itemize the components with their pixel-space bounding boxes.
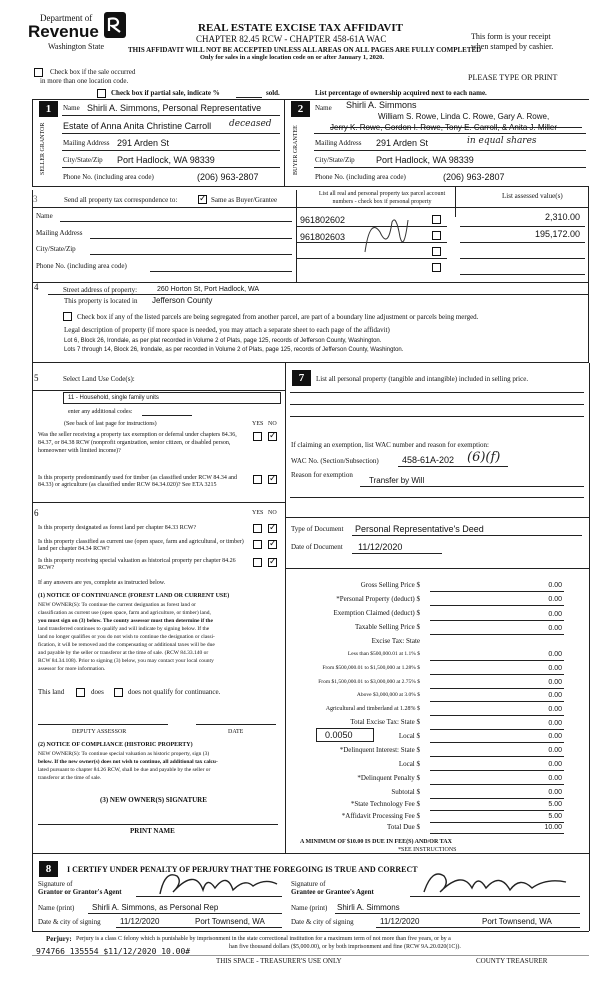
tax-line-label: From $500,000.01 to $1,500,000 at 1.28% $ xyxy=(322,665,420,671)
notice-continuance-line: land no longer qualifies or you do not wish to continue the designation or classi- xyxy=(38,634,215,640)
personal-property-label: List all personal property (tangible and intangible) included in selling price. xyxy=(316,375,529,383)
buyer-name-1[interactable]: Shirli A. Simmons xyxy=(346,100,417,110)
buyer-side-label: BUYER GRANTEE xyxy=(293,125,299,175)
tax-line-label: *Affidavit Processing Fee $ xyxy=(341,812,420,820)
grantee-date-city-label: Date & city of signing xyxy=(291,918,354,926)
buyer-phone-field[interactable]: (206) 963-2807 xyxy=(443,172,505,182)
notice-compliance-line: below. If the new owner(s) does not wish to continue, all additional tax calcu- xyxy=(38,759,218,765)
county-field[interactable]: Jefferson County xyxy=(152,296,213,305)
new-owner-signature-line[interactable] xyxy=(38,824,278,825)
notice-continuance-body xyxy=(38,601,215,673)
county-treasurer-label: COUNTY TREASURER xyxy=(476,957,548,965)
notice-continuance-line: land transferred continues to qualify and will indicate by signing below. If the xyxy=(38,626,210,632)
tax-line-value[interactable]: 0.00 xyxy=(548,596,562,603)
same-as-buyer-label: Same as Buyer/Grantee xyxy=(211,196,278,204)
reason-label: Reason for exemption xyxy=(291,471,353,479)
buyer-mailing-field[interactable]: 291 Arden St xyxy=(376,138,429,148)
partial-sale-label: Check box if partial sale, indicate % xyxy=(111,89,220,97)
buyer-mailing-label: Mailing Address xyxy=(315,139,362,147)
parcel-2-account[interactable]: 961802603 xyxy=(300,232,346,242)
deputy-assessor-signature-line[interactable] xyxy=(38,724,168,725)
does-label: does xyxy=(91,688,104,696)
checkmark-icon: ✓ xyxy=(199,193,207,203)
corr-city-field[interactable] xyxy=(90,254,292,255)
buyer-equal-shares-note: in equal shares xyxy=(467,136,537,146)
tax-line-value[interactable]: 5.00 xyxy=(548,813,562,820)
buyer-phone-label: Phone No. (including area code) xyxy=(315,173,406,181)
notice-compliance-line: transferor at the time of sale. xyxy=(38,775,102,781)
does-not-label: does not qualify for continuance. xyxy=(128,688,221,696)
multi-location-checkbox[interactable] xyxy=(34,68,43,77)
seller-name-2[interactable]: Estate of Anna Anita Christine Carroll xyxy=(63,121,212,131)
corr-mailing-field[interactable] xyxy=(90,238,292,239)
tax-line-label: Gross Selling Price $ xyxy=(360,581,420,589)
tax-line-value[interactable]: 0.00 xyxy=(548,761,562,768)
tax-line-value[interactable]: 0.00 xyxy=(548,651,562,658)
wac-subsection-note: (6)(f) xyxy=(467,450,501,465)
type-or-print: PLEASE TYPE OR PRINT xyxy=(468,73,558,82)
tax-line-label: Local $ xyxy=(398,760,420,768)
buyer-name-label: Name xyxy=(315,104,332,112)
logo-dept-state: Washington State xyxy=(48,42,105,51)
additional-codes-label: enter any additional codes: xyxy=(68,409,133,415)
tax-line-label: Total Due $ xyxy=(387,823,420,831)
perjury-text-2: han five thousand dollars ($5,000.00), or by both imprisonment and fine (RCW 9A.20.020(1C)). xyxy=(229,944,461,950)
see-back-note: (See back of last page for instructions) xyxy=(64,421,157,427)
notice-continuance-title: (1) NOTICE OF CONTINUANCE (FOREST LAND OR CURRENT USE) xyxy=(38,593,230,599)
street-field[interactable]: 260 Horton St, Port Hadlock, WA xyxy=(157,286,260,293)
assessed-header: List assessed value(s) xyxy=(502,192,563,200)
grantor-date-field[interactable]: 11/12/2020 xyxy=(120,917,160,926)
section-4-number: 4 xyxy=(34,282,39,292)
revenue-emblem-icon xyxy=(103,11,127,39)
timber-no-checkbox[interactable] xyxy=(268,475,277,484)
located-label: This property is located in xyxy=(64,297,138,305)
tax-line-label: Total Excise Tax: State $ xyxy=(350,718,420,726)
timber-question: Is this property predominantly used for timber (as classified under RCW 84.34 and 84.33) or agriculture (as classified under RCW 84.34.020)? See ETA 3215 xyxy=(38,475,238,488)
seller-mailing-label: Mailing Address xyxy=(63,139,110,147)
parcel-1-value[interactable]: 2,310.00 xyxy=(544,212,580,222)
exemption-claim-label: If claiming an exemption, list WAC number and reason for exemption: xyxy=(291,441,489,449)
tax-line-label: Exemption Claimed (deduct) $ xyxy=(333,609,420,617)
tax-line-value[interactable]: 0.00 xyxy=(548,747,562,754)
section-1-number: 1 xyxy=(39,101,58,117)
partial-percent-field[interactable] xyxy=(236,97,262,98)
checkmark-icon: ✓ xyxy=(269,473,277,483)
receipt-line-2: when stamped by cashier. xyxy=(471,42,554,51)
buyer-name-2[interactable]: William S. Rowe, Linda C. Rowe, Gary A. Rowe, xyxy=(378,112,550,121)
seller-name-label: Name xyxy=(63,104,80,112)
send-correspondence-label: Send all property tax correspondence to: xyxy=(64,196,178,204)
notice-continuance-line: classification as current use (open space, farm and agriculture, or timber) land, xyxy=(38,610,211,616)
tax-line-label: *Delinquent Interest: State $ xyxy=(339,746,420,754)
grantee-signature-label-2: Grantee or Grantee's Agent xyxy=(291,888,374,896)
section-3-number: 3 xyxy=(33,194,38,204)
current-use-question: Is this property classified as current use (open space, farm and agricultural, or timber) land per chapter 84.34 RCW? xyxy=(38,539,244,552)
grantor-city-field[interactable]: Port Townsend, WA xyxy=(195,917,265,926)
grantor-signature-label-1: Signature of xyxy=(38,880,73,888)
notice-compliance-line: lated pursuant to chapter 84.26 RCW, shall be due and payable by the seller or xyxy=(38,767,211,773)
certify-statement: I CERTIFY UNDER PENALTY OF PERJURY THAT THE FOREGOING IS TRUE AND CORRECT xyxy=(67,865,418,874)
wac-label: WAC No. (Section/Subsection) xyxy=(291,457,379,465)
buyer-name-3[interactable]: Jerry K. Rowe, Gordon I. Rowe, Tony E. Carroll, & Anita J. Miller xyxy=(330,123,558,132)
deputy-assessor-label: DEPUTY ASSESSOR xyxy=(72,729,127,735)
forest-no-checkbox[interactable] xyxy=(268,524,277,533)
historic-no-checkbox[interactable] xyxy=(268,558,277,567)
local-rate-field[interactable]: 0.0050 xyxy=(316,728,374,742)
notice-continuance-line: fication, it will be removed and the compensating or additional taxes will be due xyxy=(38,642,215,648)
parcel-4-personal-checkbox[interactable] xyxy=(432,263,441,272)
tax-line-label: Subtotal $ xyxy=(391,788,420,796)
tax-line-value[interactable]: 0.00 xyxy=(548,720,562,727)
grantee-signature-label-1: Signature of xyxy=(291,880,326,888)
doc-type-field[interactable]: Personal Representative's Deed xyxy=(355,524,484,534)
personal-property-line-2[interactable] xyxy=(290,404,584,405)
timber-yes-checkbox[interactable] xyxy=(253,475,262,484)
section-8-number: 8 xyxy=(39,861,58,877)
does-qualify-checkbox[interactable] xyxy=(76,688,85,697)
corr-city-label: City/State/Zip xyxy=(36,245,76,253)
reason-field[interactable]: Transfer by Will xyxy=(369,476,425,485)
forest-yes-checkbox[interactable] xyxy=(253,524,262,533)
corr-phone-field[interactable] xyxy=(150,271,292,272)
grantee-name-field[interactable]: Shirli A. Simmons xyxy=(337,903,400,912)
parcel-2-personal-checkbox[interactable] xyxy=(432,231,441,240)
parcel-2-value[interactable]: 195,172.00 xyxy=(534,229,580,239)
grantor-signature-icon[interactable] xyxy=(155,866,280,900)
boundary-checkbox[interactable] xyxy=(63,312,72,321)
legal-description-2[interactable]: Lots 7 through 14, Block 26, Irondale, as per recorded in Volume 2 of Plats, page 125, records of Jefferson County, Washington. xyxy=(64,347,404,353)
corr-name-field[interactable] xyxy=(60,221,292,222)
personal-property-line-3[interactable] xyxy=(290,416,584,417)
minimum-fee-note: A MINIMUM OF $10.00 IS DUE IN FEE(S) AND/OR TAX xyxy=(300,839,452,845)
new-owner-signature-label: (3) NEW OWNER(S) SIGNATURE xyxy=(100,796,207,804)
deputy-date-label: DATE xyxy=(228,729,244,735)
seller-city-label: City/State/Zip xyxy=(63,156,103,164)
section-7-number: 7 xyxy=(292,370,311,386)
legal-description-label: Legal description of property (if more space is needed, you may attach a separate sheet to each page of the affidavit) xyxy=(64,326,390,334)
seller-phone-label: Phone No. (including area code) xyxy=(63,173,154,181)
logo-dept-top: Department of xyxy=(40,13,93,23)
doc-date-field[interactable]: 11/12/2020 xyxy=(358,542,403,552)
seller-phone-field[interactable]: (206) 963-2807 xyxy=(197,172,259,182)
grantor-date-city-label: Date & city of signing xyxy=(38,918,101,926)
partial-sale-checkbox[interactable] xyxy=(97,89,106,98)
buyer-city-label: City/State/Zip xyxy=(315,156,355,164)
tax-line-label: Taxable Selling Price $ xyxy=(354,623,420,631)
tax-line-label: Above $3,000,000 at 3.0% $ xyxy=(356,692,420,698)
historic-yes-checkbox[interactable] xyxy=(253,558,262,567)
notice-compliance-body xyxy=(38,750,218,782)
checkmark-icon: ✓ xyxy=(269,430,277,440)
exemption-no-checkbox[interactable] xyxy=(268,432,277,441)
tax-line-value[interactable]: 0.00 xyxy=(548,665,562,672)
doc-date-label: Date of Document xyxy=(291,543,343,551)
notice-continuance-line: and payable by the seller or transferor at the time of sale. (RCW 84.33.140 or xyxy=(38,650,209,656)
receipt-line-1: This form is your receipt xyxy=(471,32,551,41)
tax-line-value[interactable]: 10.00 xyxy=(544,824,562,831)
seller-deceased-note: deceased xyxy=(229,119,272,129)
exemption-question: Was the seller receiving a property tax exemption or deferral under chapters 84.36, 84.37, or 84.38 RCW (nonprofit organization, senior citizen, or disabled person, homeowner with limited income)? xyxy=(38,432,237,454)
grantee-city-field[interactable]: Port Townsend, WA xyxy=(482,917,552,926)
corr-mailing-label: Mailing Address xyxy=(36,229,83,237)
grantee-signature-icon[interactable] xyxy=(420,866,570,900)
this-land-label: This land xyxy=(38,688,65,696)
partial-sale-suffix: sold. xyxy=(266,89,280,97)
grantor-name-label: Name (print) xyxy=(38,904,75,912)
land-use-label: Select Land Use Code(s): xyxy=(63,375,135,383)
tax-line-value[interactable]: 5.00 xyxy=(548,801,562,808)
notice-compliance-line: NEW OWNER(S): To continue special valuation as historic property, sign (3) xyxy=(38,751,210,757)
perjury-text-1: Perjury is a class C felony which is punishable by imprisonment in the state correctional institution for a maximum term of not more than five years, or by a xyxy=(76,936,451,942)
checkmark-icon: ✓ xyxy=(269,522,277,532)
wac-field[interactable]: 458-61A-202 xyxy=(402,455,455,465)
section-5-number: 5 xyxy=(34,373,39,383)
notice-continuance-line: assessor for more information. xyxy=(38,666,106,672)
legal-description-1[interactable]: Lot 6, Block 26, Irondale, as per plat recorded in Volume 2 of Plats, page 125, records of Jefferson County, Washington. xyxy=(64,338,382,344)
street-label: Street address of property: xyxy=(63,286,138,294)
tax-line-value[interactable]: 0.00 xyxy=(548,679,562,686)
corr-name-label: Name xyxy=(36,212,53,220)
deputy-date-line[interactable] xyxy=(196,724,276,725)
section-6-number: 6 xyxy=(34,508,39,518)
historic-question: Is this property receiving special valuation as historical property per chapter 84.26 RCW? xyxy=(38,558,236,571)
checkmark-icon: ✓ xyxy=(269,556,277,566)
grantor-signature-label-2: Grantor or Grantor's Agent xyxy=(38,888,122,896)
seller-city-field[interactable]: Port Hadlock, WA 98339 xyxy=(117,155,215,165)
boundary-label: Check box if any of the listed parcels are being segregated from another parcel, are part of a boundary line adjustment or parcels being merged. xyxy=(77,313,479,321)
ownership-percent-note: List percentage of ownership acquired next to each name. xyxy=(315,89,487,97)
seller-mailing-field[interactable]: 291 Arden St xyxy=(117,138,170,148)
multi-location-label-2: in more than one location code. xyxy=(40,77,129,85)
sec5-yes-header: YES xyxy=(252,421,264,427)
tax-line-label: Less than $500,000.01 at 1.1% $ xyxy=(347,651,420,657)
grantor-name-field[interactable]: Shirli A. Simmons, as Personal Rep xyxy=(92,903,219,912)
sec5-no-header: NO xyxy=(268,421,277,427)
corr-phone-label: Phone No. (including area code) xyxy=(36,262,127,270)
multi-location-label-1: Check box if the sale occurred xyxy=(50,68,136,76)
print-name-label: PRINT NAME xyxy=(130,827,175,835)
section-2-number: 2 xyxy=(291,101,310,117)
doc-type-label: Type of Document xyxy=(291,525,344,533)
tax-line-value[interactable]: 0.00 xyxy=(548,733,562,740)
tax-section-label: Excise Tax: State xyxy=(371,637,420,645)
sec6-yes-header: YES xyxy=(252,510,264,516)
tax-line-value[interactable]: 0.00 xyxy=(548,692,562,699)
tax-line-value[interactable]: 0.00 xyxy=(548,625,562,632)
logo-dept-name: Revenue xyxy=(28,22,99,41)
grantee-date-field[interactable]: 11/12/2020 xyxy=(380,917,420,926)
tax-line-label: Local $ xyxy=(398,732,420,740)
tax-line-label: From $1,500,000.01 to $3,000,000 at 2.75% $ xyxy=(318,679,420,685)
notice-continuance-line: RCW 84.34.108). Prior to signing (3) below, you may contact your local county xyxy=(38,658,214,664)
parcel-1-personal-checkbox[interactable] xyxy=(432,215,441,224)
tax-line-label: *State Technology Fee $ xyxy=(350,800,420,808)
tax-line-value[interactable]: 0.00 xyxy=(548,706,562,713)
treasurer-use-note: THIS SPACE - TREASURER'S USE ONLY xyxy=(216,957,342,965)
forest-question: Is this property designated as forest land per chapter 84.33 RCW? xyxy=(38,525,197,531)
sec6-no-header: NO xyxy=(268,510,277,516)
same-as-buyer-checkbox[interactable] xyxy=(198,195,207,204)
land-use-select[interactable]: 11 - Household, single family units xyxy=(63,392,281,404)
additional-codes-field[interactable] xyxy=(142,415,192,416)
perjury-title: Perjury: xyxy=(46,935,72,943)
buyer-city-field[interactable]: Port Hadlock, WA 98339 xyxy=(376,155,474,165)
parcel-1-account[interactable]: 961802602 xyxy=(300,215,346,225)
personal-property-line-1[interactable] xyxy=(290,392,584,393)
initials-scribble-icon xyxy=(360,212,410,257)
current-use-yes-checkbox[interactable] xyxy=(253,540,262,549)
form-title: REAL ESTATE EXCISE TAX AFFIDAVIT xyxy=(198,22,403,34)
does-not-qualify-checkbox[interactable] xyxy=(114,688,123,697)
tax-line-value[interactable]: 0.00 xyxy=(548,789,562,796)
tax-line-value[interactable]: 0.00 xyxy=(548,611,562,618)
tax-line-label: *Personal Property (deduct) $ xyxy=(336,595,420,603)
form-chapter: CHAPTER 82.45 RCW - CHAPTER 458-61A WAC xyxy=(196,34,387,44)
form-subtitle: Only for sales in a single location code on or after January 1, 2020. xyxy=(200,54,384,61)
cashier-stamp: 974766 135554 $11/12/2020 10.00# xyxy=(36,947,191,956)
notice-compliance-title: (2) NOTICE OF COMPLIANCE (HISTORIC PROPERTY) xyxy=(38,742,193,748)
current-use-no-checkbox[interactable] xyxy=(268,540,277,549)
parcel-3-personal-checkbox[interactable] xyxy=(432,247,441,256)
tax-line-value[interactable]: 0.00 xyxy=(548,775,562,782)
form-warning: THIS AFFIDAVIT WILL NOT BE ACCEPTED UNLESS ALL AREAS ON ALL PAGES ARE FULLY COMPLETED xyxy=(128,46,482,54)
seller-name-1[interactable]: Shirli A. Simmons, Personal Representative xyxy=(87,103,262,113)
checkmark-icon: ✓ xyxy=(269,538,277,548)
notice-continuance-line: NEW OWNER(S): To continue the current designation as forest land or xyxy=(38,602,196,608)
if-yes-note: If any answers are yes, complete as instructed below. xyxy=(38,580,166,586)
seller-side-label: SELLER GRANTOR xyxy=(40,122,46,175)
parcel-header: List all real and personal property tax parcel account numbers - check box if personal property xyxy=(318,191,446,205)
tax-line-label: *Delinquent Penalty $ xyxy=(357,774,420,782)
tax-line-value[interactable]: 0.00 xyxy=(548,582,562,589)
grantee-name-label: Name (print) xyxy=(291,904,328,912)
see-instructions-note: *SEE INSTRUCTIONS xyxy=(398,847,457,853)
buyer-name-3-strike xyxy=(330,127,582,128)
notice-continuance-line: you must sign on (3) below. The county assessor must then determine if the xyxy=(38,618,213,624)
tax-line-label: Agricultural and timberland at 1.28% $ xyxy=(325,706,420,712)
exemption-yes-checkbox[interactable] xyxy=(253,432,262,441)
